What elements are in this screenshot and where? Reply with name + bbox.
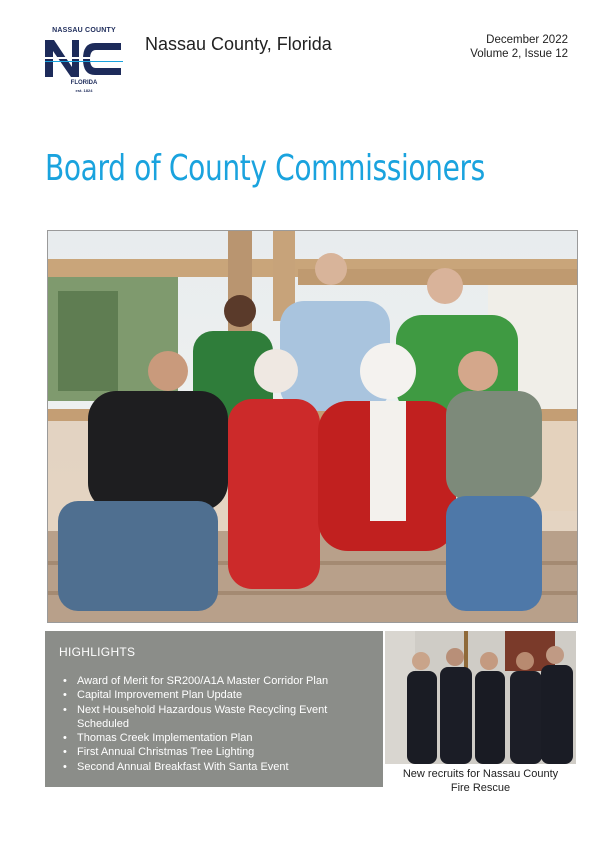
bullet-icon: • (63, 689, 67, 702)
highlight-item: • Thomas Creek Implementation Plan (63, 732, 253, 745)
recruits-caption-line-2: Fire Rescue (450, 782, 511, 794)
logo-est-text: est. 1824 (75, 88, 93, 93)
logo-top-text: NASSAU COUNTY (52, 27, 116, 34)
highlight-item: • Award of Merit for SR200/A1A Master Corridor Plan (63, 675, 329, 687)
bullet-icon: • (63, 703, 67, 716)
hero-santa-photo (47, 230, 578, 623)
santa-group-photo-image (48, 231, 577, 622)
nassau-county-logo (43, 27, 125, 93)
highlight-item: • Second Annual Breakfast With Santa Event (63, 760, 289, 773)
recruits-caption-line-1: New recruits for Nassau County (402, 768, 559, 780)
recruits-photo-image (385, 631, 576, 764)
bullet-icon: • (63, 675, 67, 687)
highlights-panel (45, 631, 383, 787)
bullet-icon: • (63, 732, 67, 745)
board-title: Board of County Commissioners (45, 148, 485, 189)
county-title: Nassau County, Florida (145, 34, 332, 54)
recruits-caption (385, 767, 576, 795)
highlight-item: • Capital Improvement Plan Update (63, 689, 243, 702)
logo-bottom-text: FLORIDA (70, 80, 98, 86)
highlight-item: • Next Household Hazardous Waste Recycling Event Scheduled (63, 703, 328, 730)
issue-info (470, 33, 568, 61)
issue-volume: Volume 2, Issue 12 (470, 48, 568, 60)
highlights-list (63, 674, 373, 774)
fire-rescue-recruits-photo (385, 631, 576, 764)
highlight-item: • First Annual Christmas Tree Lighting (63, 746, 255, 759)
bullet-icon: • (63, 760, 67, 773)
bullet-icon: • (63, 746, 67, 759)
highlights-heading: HIGHLIGHTS (59, 645, 136, 659)
nc-monogram-icon (45, 37, 123, 79)
issue-date: December 2022 (486, 34, 568, 46)
